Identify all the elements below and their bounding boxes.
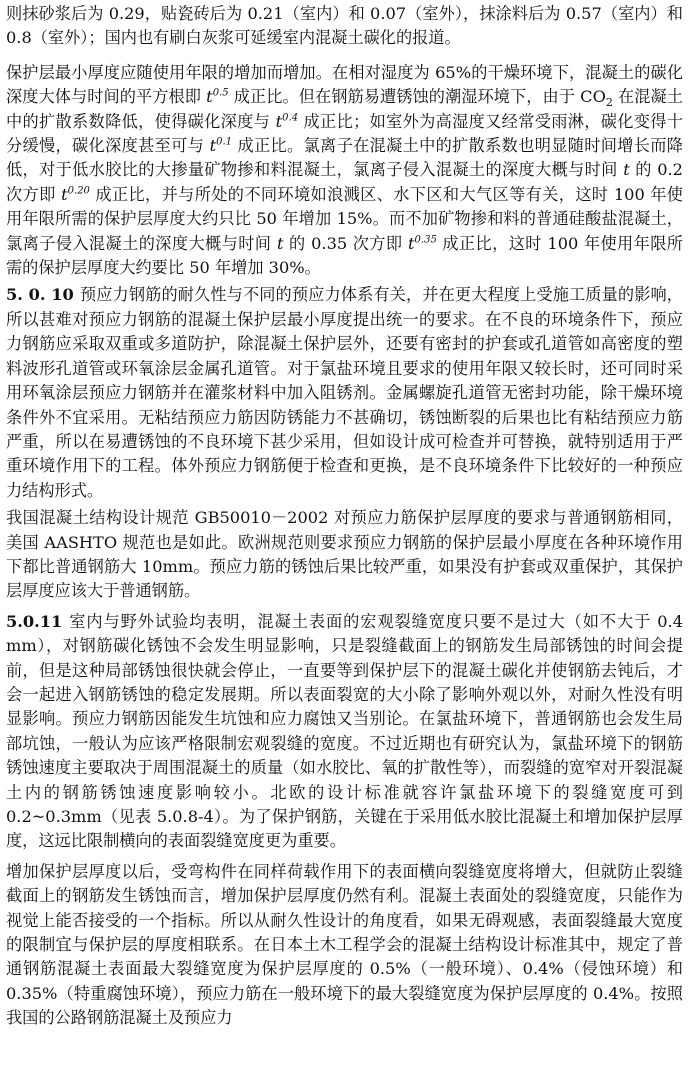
paragraph-gb50010-prestress-cover: 我国混凝土结构设计规范 GB50010－2002 对预应力筋保护层厚度的要求与普通钢筋相同，美国 AASHTO 规范也是如此。欧洲规范则要求预应力钢筋的保护层最小厚度在各种环境作用下都比普通钢筋大 10mm。预应力筋的锈蚀后果比较严重，如果没有护套或双重保护，其保护层厚度应该大于普通钢筋。 — [6, 508, 683, 601]
clause-text: 室内与野外试验均表明，混凝土表面的宏观裂缝宽度只要不是过大（如不大于 0.4 mm），对钢筋碳化锈蚀不会发生明显影响，只是裂缝截面上的钢筋发生局部锈蚀的时间会提前，但是这种局部锈蚀很快就会停止，一直要等到保护层下的混凝土碳化并使钢筋去钝后，才会一起进入钢筋锈蚀的稳定发展期。所以表面裂宽的大小除了影响外观以外，对耐久性没有明显影响。预应力钢筋因能发生坑蚀和应力腐蚀又当别论。在氯盐环境下，普通钢筋也会发生局部坑蚀，一般认为应该严格限制宏观裂缝的宽度。不过近期也有研究认为，氯盐环境下的钢筋锈蚀速度主要取决于周围混凝土的质量（如水胶比、氧的扩散性等），而裂缝的宽窄对开裂混凝土内的钢筋锈蚀速度影响较小。北欧的设计标准就容许氯盐环境下的裂缝宽度可到 0.2~0.3mm（见表 5.0.8-4）。为了保护钢筋，关键在于采用低水胶比混凝土和增加保护层厚度，这远比限制横向的表面裂缝宽度更为重要。 — [6, 611, 683, 851]
paragraph-crack-width-cover-thickness: 增加保护层厚度以后，受弯构件在同样荷载作用下的表面横向裂缝宽度将增大，但就防止裂缝截面上的钢筋发生锈蚀而言，增加保护层厚度仍然有利。混凝土表面处的裂缝宽度，只能作为视觉上能否接受的一个指标。所以从耐久性设计的角度看，如果无碍观感，表面裂缝最大宽度的限制宜与保护层的厚度相联系。在日本土木工程学会的混凝土结构设计标准其中，规定了普通钢筋混凝土表面最大裂缝宽度为保护层厚度的 0.5%（一般环境）、0.4%（侵蚀环境）和 0.35%（特重腐蚀环境），预应力筋在一般环境下的最大裂缝宽度为保护层厚度的 0.4%。按照我国的公路钢筋混凝土及预应力 — [6, 861, 683, 1028]
paragraph-cover-thickness-service-life: 保护层最小厚度应随使用年限的增加而增加。在相对湿度为 65%的干燥环境下，混凝土的碳化深度大体与时间的平方根即 $t^{0.5}$ 成正比。但在钢筋易遭锈蚀的潮湿环境下，由于 $CO_2$ 在混凝土中的扩散系数降低，使得碳化深度与 $t^{0.4}$ 成正比；如室外为高湿度又经常受雨淋，碳化变得十分缓慢，碳化深度甚至可与 $t^{0.1}$ 成正比。氯离子在混凝土中的扩散系数也明显随时间增长而降低，对于低水胶比的大掺量矿物掺和料混凝土，氯离子侵入混凝土的深度大概与时间 t 的 0.2 次方即 $t^{0.20}$ 成正比，并与所处的不同环境如浪溅区、水下区和大气区等有关，这时 100 年使用年限所需的保护层厚度大约只比 50 年增加 15%。而不加矿物掺和料的普通硅酸盐混凝土，氯离子侵入混凝土的深度大概与时间 t 的 0.35 次方即 $t^{0.35}$ 成正比，这时 100 年使用年限所需的保护层厚度大约要比 50 年增加 30%。 — [6, 62, 683, 278]
clause-5-0-10 — [6, 283, 683, 503]
clause-5-0-11 — [6, 610, 683, 854]
clause-text: 预应力钢筋的耐久性与不同的预应力体系有关，并在更大程度上受施工质量的影响，所以甚难对预应力钢筋的混凝土保护层最小厚度提出统一的要求。在不良的环境条件下，预应力钢筋应采取双重或多道防护，除混凝土保护层外，还要有密封的护套或孔道管如高密度的塑料波形孔道管或环氧涂层金属孔道管。对于氯盐环境且要求的使用年限又较长时，还可同时采用环氧涂层预应力钢筋并在灌浆材料中加入阻锈剂。金属螺旋孔道管无密封功能，除干燥环境条件外不宜采用。无粘结预应力筋因防锈能力不甚确切，锈蚀断裂的后果也比有粘结预应力筋严重，所以在易遭锈蚀的不良环境下甚少采用，但如设计成可检查并可替换，就特别适用于严重环境作用下的工程。体外预应力钢筋便于检查和更换，是不良环境条件下比较好的一种预应力结构形式。 — [6, 285, 683, 500]
clause-number: 5.0.11 — [6, 611, 63, 631]
clause-number: 5. 0. 10 — [6, 285, 74, 305]
paragraph-carryover: 则抹砂浆后为 0.29，贴瓷砖后为 0.21（室内）和 0.07（室外），抹涂料后为 0.57（室内）和 0.8（室外）；国内也有刷白灰浆可延缓室内混凝土碳化的报道。 — [6, 4, 683, 48]
